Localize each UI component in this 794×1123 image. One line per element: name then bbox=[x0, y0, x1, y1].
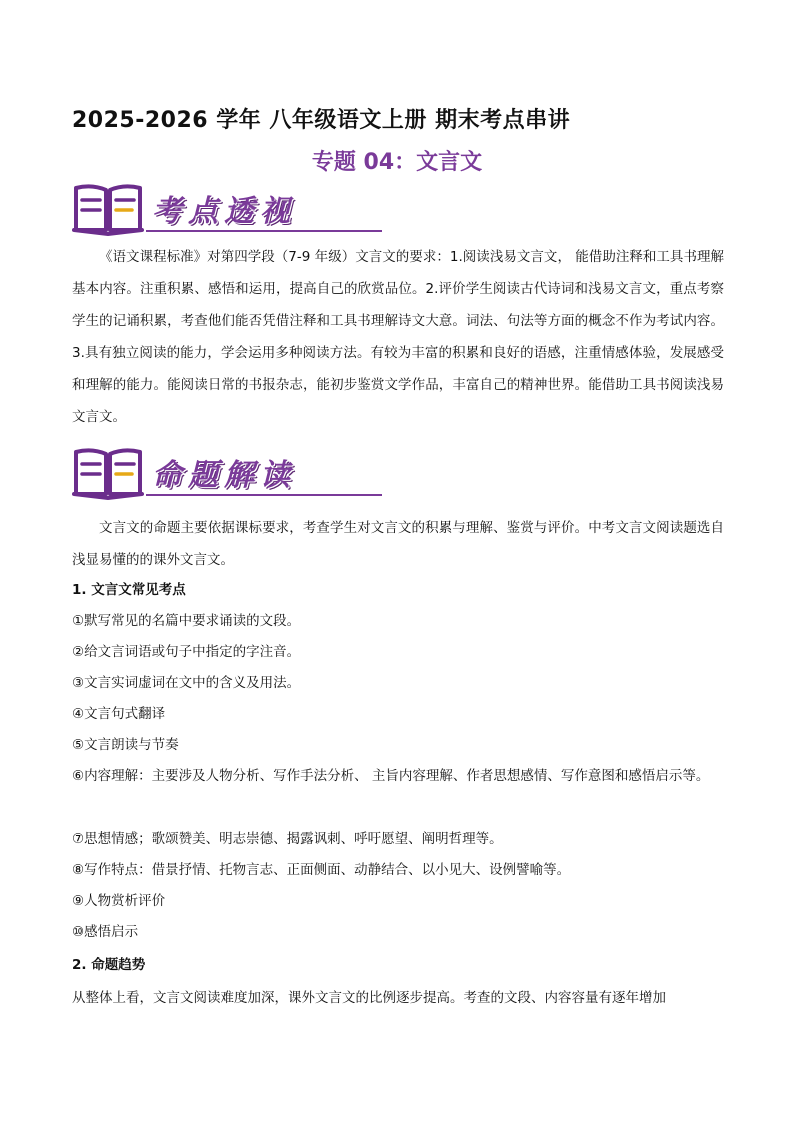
list-item: ⑨人物赏析评价 bbox=[72, 893, 166, 909]
list-item: ⑩感悟启示 bbox=[72, 924, 139, 940]
points-heading: 1. 文言文常见考点 bbox=[72, 582, 186, 598]
list-item: ⑦思想情感；歌颂赞美、明志崇德、揭露讽刺、呼吁愿望、阐明哲理等。 bbox=[72, 831, 503, 847]
list-item: ⑧写作特点：借景抒情、托物言志、正面侧面、动静结合、以小见大、设例譬喻等。 bbox=[72, 862, 571, 878]
main-title: 2025-2026 学年 八年级语文上册 期末考点串讲 bbox=[72, 108, 571, 133]
curriculum-paragraph: 《语文课程标准》对第四学段（7-9 年级）文言文的要求：1.阅读浅易文言文， 能借助注释和工具书理解基本内容。注重积累、感悟和运用，提高自己的欣赏品位。2.评价学生阅读古代诗词和浅易文言文，重点考察学生的记诵积累，考查他们能否凭借注释和工具书理解诗文大意。词法、句法等方面的概念不作为考试内容。3.具有独立阅读的能力，学会运用多种阅读方法。有较为丰富的积累和良好的语感，注重情感体验，发展感受和理解的能力。能阅读日常的书报杂志，能初步鉴赏文学作品，丰富自己的精神世界。能借助工具书阅读浅易文言文。 bbox=[72, 249, 724, 425]
section-banner-mingti bbox=[72, 444, 322, 504]
section-banner-kaodian bbox=[72, 180, 322, 240]
section-banner-label: 考点透视 bbox=[152, 194, 296, 229]
list-item: ③文言实词虚词在文中的含义及用法。 bbox=[72, 675, 301, 691]
intro-paragraph: 文言文的命题主要依据课标要求，考查学生对文言文的积累与理解、鉴赏与评价。中考文言文阅读题选自浅显易懂的的课外文言文。 bbox=[72, 520, 724, 568]
list-item: ②给文言词语或句子中指定的字注音。 bbox=[72, 644, 301, 660]
banner-underline bbox=[146, 230, 382, 232]
list-item: ①默写常见的名篇中要求诵读的文段。 bbox=[72, 613, 301, 629]
list-item: ⑥内容理解：主要涉及人物分析、写作手法分析、 主旨内容理解、作者思想感情、写作意图和感悟启示等。 bbox=[72, 768, 710, 784]
banner-underline bbox=[146, 494, 382, 496]
trend-heading: 2. 命题趋势 bbox=[72, 957, 146, 973]
list-item: ④文言句式翻译 bbox=[72, 706, 166, 722]
list-item: ⑤文言朗读与节奏 bbox=[72, 737, 179, 753]
open-book-icon bbox=[72, 180, 144, 236]
section-banner-label: 命题解读 bbox=[152, 458, 296, 493]
trend-paragraph: 从整体上看，文言文阅读难度加深，课外文言文的比例逐步提高。考查的文段、内容容量有逐年增加 bbox=[72, 990, 666, 1006]
sub-title: 专题 04：文言文 bbox=[311, 150, 483, 175]
open-book-icon bbox=[72, 444, 144, 500]
